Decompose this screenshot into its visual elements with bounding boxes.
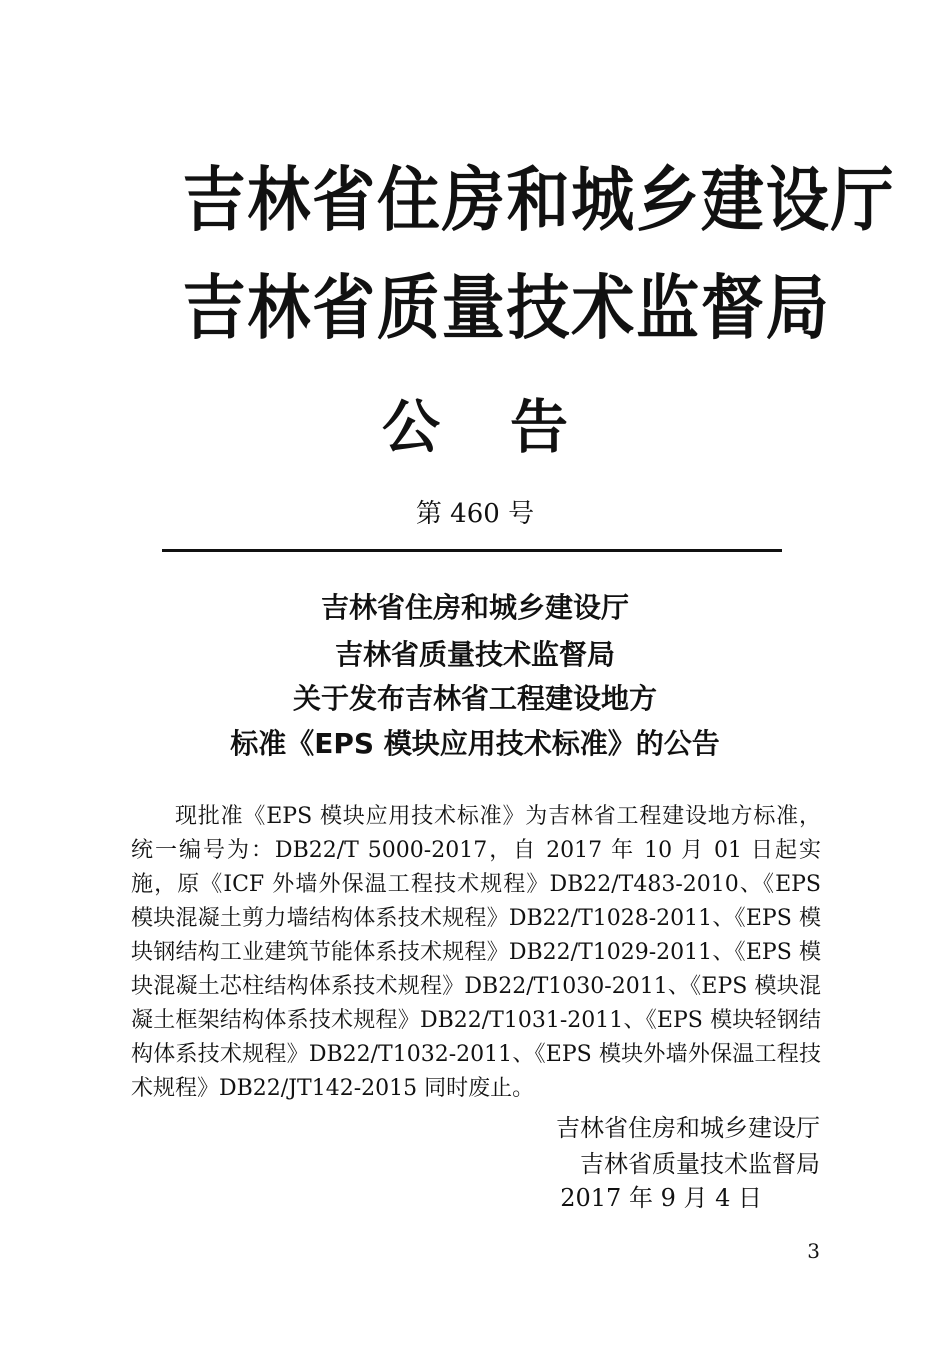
announcement-title-char-1: 公 — [381, 393, 440, 461]
heading-line-3: 关于发布吉林省工程建设地方 — [292, 682, 657, 715]
issuer-name-housing: 吉林省住房和城乡建设厅 — [182, 159, 896, 241]
heading-line-1: 吉林省住房和城乡建设厅 — [320, 591, 629, 624]
signature-date: 2017 年 9 月 4 日 — [560, 1184, 762, 1212]
announcement-title — [0, 392, 950, 462]
announcement-title-char-2: 告 — [510, 393, 569, 461]
signature-org-housing: 吉林省住房和城乡建设厅 — [556, 1114, 820, 1142]
signature-org-quality: 吉林省质量技术监督局 — [580, 1150, 820, 1178]
header-divider — [162, 549, 782, 552]
heading-line-4: 标准《EPS 模块应用技术标准》的公告 — [230, 727, 720, 760]
announcement-body: 现批准《EPS 模块应用技术标准》为吉林省工程建设地方标准，统一编号为：DB22/T 5000-2017，自 2017 年 10 月 01 日起实施，原《ICF 外墙外保温工程技术规程》DB22/T483-2010、《EPS 模块混凝土剪力墙结构体系技术规程》DB22/T1028-2011、《EPS 模块钢结构工业建筑节能体系技术规程》DB22/T1029-2011、《EPS 模块混凝土芯柱结构体系技术规程》DB22/T1030-2011、《EPS 模块混凝土框架结构体系技术规程》DB22/T1031-2011、《EPS 模块轻钢结构体系技术规程》DB22/T1032-2011、《EPS 模块外墙外保温工程技术规程》DB22/JT142-2015 同时废止。 — [131, 804, 821, 1101]
heading-line-2: 吉林省质量技术监督局 — [334, 638, 615, 671]
page-number: 3 — [807, 1239, 820, 1263]
announcement-number: 第 460 号 — [415, 499, 535, 529]
issuer-name-quality: 吉林省质量技术监督局 — [182, 267, 831, 349]
